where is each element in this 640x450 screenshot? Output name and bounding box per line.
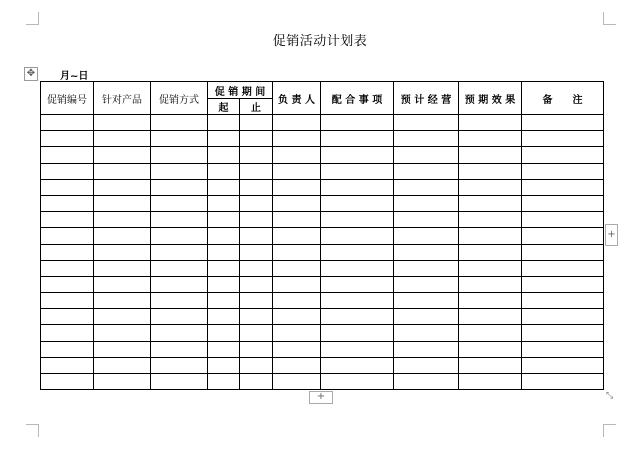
- table-row: [41, 309, 604, 325]
- table-cell[interactable]: [41, 260, 94, 276]
- table-cell[interactable]: [522, 115, 604, 131]
- table-cell[interactable]: [94, 131, 151, 147]
- table-cell[interactable]: [94, 276, 151, 292]
- table-cell[interactable]: [94, 357, 151, 373]
- table-cell[interactable]: [394, 276, 459, 292]
- header-owner: 负 责 人: [273, 82, 321, 115]
- table-cell[interactable]: [459, 325, 522, 341]
- table-cell[interactable]: [522, 147, 604, 163]
- table-cell[interactable]: [321, 195, 394, 211]
- table-cell[interactable]: [240, 147, 273, 163]
- table-cell[interactable]: [459, 244, 522, 260]
- table-cell[interactable]: [394, 244, 459, 260]
- table-cell[interactable]: [522, 244, 604, 260]
- table-cell[interactable]: [459, 147, 522, 163]
- table-cell[interactable]: [522, 309, 604, 325]
- table-row: [41, 293, 604, 309]
- table-cell[interactable]: [273, 179, 321, 195]
- table-cell[interactable]: [208, 325, 240, 341]
- table-cell[interactable]: [41, 115, 94, 131]
- table-cell[interactable]: [151, 115, 208, 131]
- table-cell[interactable]: [321, 131, 394, 147]
- table-row: [41, 131, 604, 147]
- table-cell[interactable]: [94, 163, 151, 179]
- table-cell[interactable]: [394, 147, 459, 163]
- table-cell[interactable]: [208, 374, 240, 390]
- table-row: [41, 212, 604, 228]
- table-cell[interactable]: [151, 228, 208, 244]
- table-cell[interactable]: [273, 147, 321, 163]
- page-corner-mark-top-left: [26, 12, 39, 25]
- table-cell[interactable]: [151, 195, 208, 211]
- table-cell[interactable]: [459, 115, 522, 131]
- table-cell[interactable]: [151, 131, 208, 147]
- table-cell[interactable]: [273, 195, 321, 211]
- table-cell[interactable]: [522, 293, 604, 309]
- table-cell[interactable]: [522, 260, 604, 276]
- table-cell[interactable]: [321, 325, 394, 341]
- table-cell[interactable]: [273, 374, 321, 390]
- table-cell[interactable]: [41, 195, 94, 211]
- table-cell[interactable]: [240, 179, 273, 195]
- table-cell[interactable]: [208, 244, 240, 260]
- table-cell[interactable]: [240, 212, 273, 228]
- table-cell[interactable]: [459, 179, 522, 195]
- table-cell[interactable]: [394, 293, 459, 309]
- table-row: [41, 244, 604, 260]
- table-cell[interactable]: [240, 293, 273, 309]
- table-cell[interactable]: [151, 179, 208, 195]
- table-cell[interactable]: [41, 179, 94, 195]
- table-cell[interactable]: [240, 374, 273, 390]
- table-cell[interactable]: [41, 212, 94, 228]
- table-cell[interactable]: [208, 195, 240, 211]
- table-cell[interactable]: [41, 244, 94, 260]
- table-cell[interactable]: [273, 341, 321, 357]
- table-cell[interactable]: [321, 244, 394, 260]
- table-cell[interactable]: [94, 228, 151, 244]
- add-row-plus-icon[interactable]: +: [309, 391, 333, 404]
- table-cell[interactable]: [41, 163, 94, 179]
- table-cell[interactable]: [240, 325, 273, 341]
- table-cell[interactable]: [151, 325, 208, 341]
- table-row: [41, 115, 604, 131]
- table-cell[interactable]: [208, 357, 240, 373]
- table-row: [41, 325, 604, 341]
- promotion-plan-table: [40, 81, 604, 390]
- table-cell[interactable]: [41, 147, 94, 163]
- table-cell[interactable]: [459, 260, 522, 276]
- table-cell[interactable]: [240, 341, 273, 357]
- table-cell[interactable]: [459, 195, 522, 211]
- table-cell[interactable]: [151, 244, 208, 260]
- table-cell[interactable]: [321, 341, 394, 357]
- table-cell[interactable]: [208, 260, 240, 276]
- table-resize-icon[interactable]: ⤡: [606, 391, 614, 401]
- table-cell[interactable]: [151, 212, 208, 228]
- table-cell[interactable]: [94, 195, 151, 211]
- table-cell[interactable]: [273, 325, 321, 341]
- table-cell[interactable]: [273, 293, 321, 309]
- document-title: 促销活动计划表: [272, 34, 368, 49]
- table-cell[interactable]: [208, 147, 240, 163]
- table-cell[interactable]: [522, 325, 604, 341]
- table-cell[interactable]: [321, 309, 394, 325]
- table-cell[interactable]: [41, 325, 94, 341]
- header-period: 促 销 期 间: [208, 82, 273, 99]
- table-cell[interactable]: [394, 195, 459, 211]
- table-cell[interactable]: [459, 374, 522, 390]
- table-cell[interactable]: [522, 195, 604, 211]
- table-cell[interactable]: [94, 212, 151, 228]
- table-cell[interactable]: [273, 228, 321, 244]
- table-row: [41, 147, 604, 163]
- table-cell[interactable]: [522, 374, 604, 390]
- table-cell[interactable]: [522, 163, 604, 179]
- table-cell[interactable]: [41, 293, 94, 309]
- table-row: [41, 374, 604, 390]
- table-cell[interactable]: [273, 131, 321, 147]
- table-cell[interactable]: [151, 341, 208, 357]
- table-cell[interactable]: [208, 163, 240, 179]
- table-cell[interactable]: [41, 228, 94, 244]
- table-cell[interactable]: [459, 163, 522, 179]
- table-cell[interactable]: [394, 309, 459, 325]
- table-cell[interactable]: [208, 228, 240, 244]
- table-cell[interactable]: [94, 115, 151, 131]
- table-cell[interactable]: [240, 357, 273, 373]
- table-cell[interactable]: [240, 163, 273, 179]
- table-cell[interactable]: [522, 179, 604, 195]
- table-cell[interactable]: [321, 357, 394, 373]
- table-cell[interactable]: [240, 260, 273, 276]
- table-cell[interactable]: [240, 309, 273, 325]
- table-cell[interactable]: [94, 309, 151, 325]
- table-cell[interactable]: [151, 293, 208, 309]
- table-cell[interactable]: [321, 228, 394, 244]
- table-cell[interactable]: [321, 163, 394, 179]
- page-corner-mark-bottom-left: [26, 424, 39, 437]
- table-cell[interactable]: [41, 131, 94, 147]
- table-cell[interactable]: [240, 195, 273, 211]
- table-cell[interactable]: [151, 260, 208, 276]
- table-cell[interactable]: [459, 293, 522, 309]
- table-cell[interactable]: [321, 276, 394, 292]
- table-row: [41, 195, 604, 211]
- table-cell[interactable]: [459, 212, 522, 228]
- table-cell[interactable]: [273, 212, 321, 228]
- table-row: [41, 228, 604, 244]
- table-cell[interactable]: [321, 374, 394, 390]
- table-cell[interactable]: [394, 325, 459, 341]
- table-cell[interactable]: [151, 163, 208, 179]
- table-cell[interactable]: [94, 244, 151, 260]
- table-cell[interactable]: [522, 341, 604, 357]
- table-cell[interactable]: [273, 309, 321, 325]
- table-cell[interactable]: [151, 147, 208, 163]
- table-cell[interactable]: [522, 131, 604, 147]
- table-cell[interactable]: [41, 276, 94, 292]
- table-cell[interactable]: [321, 115, 394, 131]
- table-cell[interactable]: [394, 179, 459, 195]
- table-body: [41, 115, 604, 390]
- table-cell[interactable]: [394, 374, 459, 390]
- table-cell[interactable]: [394, 131, 459, 147]
- table-cell[interactable]: [394, 163, 459, 179]
- table-cell[interactable]: [94, 374, 151, 390]
- header-budget: 预 计 经 营: [394, 82, 459, 115]
- table-cell[interactable]: [459, 276, 522, 292]
- table-cell[interactable]: [208, 341, 240, 357]
- table-cell[interactable]: [94, 147, 151, 163]
- table-cell[interactable]: [273, 115, 321, 131]
- table-cell[interactable]: [151, 276, 208, 292]
- table-row: [41, 276, 604, 292]
- table-cell[interactable]: [41, 374, 94, 390]
- page-corner-mark-top-right: [603, 12, 616, 25]
- table-row: [41, 357, 604, 373]
- table-cell[interactable]: [151, 309, 208, 325]
- page-corner-mark-bottom-right: [603, 424, 616, 437]
- table-cell[interactable]: [459, 228, 522, 244]
- table-row: [41, 163, 604, 179]
- table-cell[interactable]: [273, 163, 321, 179]
- table-cell[interactable]: [94, 260, 151, 276]
- table-cell[interactable]: [208, 115, 240, 131]
- table-cell[interactable]: [151, 357, 208, 373]
- table-cell[interactable]: [273, 244, 321, 260]
- table-cell[interactable]: [240, 276, 273, 292]
- table-cell[interactable]: [208, 276, 240, 292]
- table-cell[interactable]: [240, 115, 273, 131]
- table-cell[interactable]: [522, 228, 604, 244]
- header-remarks: 备 注: [522, 82, 604, 115]
- table-cell[interactable]: [459, 131, 522, 147]
- header-period-start: 起: [208, 99, 240, 115]
- table-cell[interactable]: [522, 212, 604, 228]
- table-row: [41, 260, 604, 276]
- table-cell[interactable]: [321, 179, 394, 195]
- table-cell[interactable]: [273, 276, 321, 292]
- table-cell[interactable]: [94, 341, 151, 357]
- table-cell[interactable]: [208, 309, 240, 325]
- table-cell[interactable]: [321, 147, 394, 163]
- table-cell[interactable]: [94, 293, 151, 309]
- table-cell[interactable]: [394, 341, 459, 357]
- table-cell[interactable]: [240, 228, 273, 244]
- table-cell[interactable]: [41, 357, 94, 373]
- table-cell[interactable]: [41, 341, 94, 357]
- table-row: [41, 341, 604, 357]
- table-cell[interactable]: [273, 260, 321, 276]
- header-coordination: 配 合 事 项: [321, 82, 394, 115]
- table-cell[interactable]: [240, 131, 273, 147]
- table-cell[interactable]: [394, 260, 459, 276]
- header-method: 促销方式: [151, 82, 208, 115]
- table-cell[interactable]: [208, 293, 240, 309]
- table-cell[interactable]: [321, 293, 394, 309]
- table-cell[interactable]: [94, 325, 151, 341]
- header-expected-effect: 预 期 效 果: [459, 82, 522, 115]
- table-cell[interactable]: [321, 260, 394, 276]
- table-cell[interactable]: [208, 131, 240, 147]
- table-cell[interactable]: [459, 357, 522, 373]
- table-cell[interactable]: [522, 276, 604, 292]
- table-move-icon[interactable]: ✥: [24, 67, 38, 81]
- table-cell[interactable]: [151, 374, 208, 390]
- table-cell[interactable]: [394, 228, 459, 244]
- header-period-end: 止: [240, 99, 273, 115]
- table-cell[interactable]: [459, 341, 522, 357]
- table-cell[interactable]: [321, 212, 394, 228]
- table-cell[interactable]: [394, 357, 459, 373]
- table-cell[interactable]: [273, 357, 321, 373]
- header-product: 针对产品: [94, 82, 151, 115]
- table-cell[interactable]: [394, 212, 459, 228]
- table-cell[interactable]: [240, 244, 273, 260]
- table-cell[interactable]: [208, 179, 240, 195]
- table-cell[interactable]: [41, 309, 94, 325]
- date-label: 月~日: [60, 71, 89, 82]
- table-cell[interactable]: [94, 179, 151, 195]
- table-cell[interactable]: [522, 357, 604, 373]
- table-cell[interactable]: [394, 115, 459, 131]
- header-promo-id: 促销编号: [41, 82, 94, 115]
- table-cell[interactable]: [208, 212, 240, 228]
- table-row: [41, 179, 604, 195]
- table-cell[interactable]: [459, 309, 522, 325]
- add-column-plus-icon[interactable]: +: [605, 224, 618, 246]
